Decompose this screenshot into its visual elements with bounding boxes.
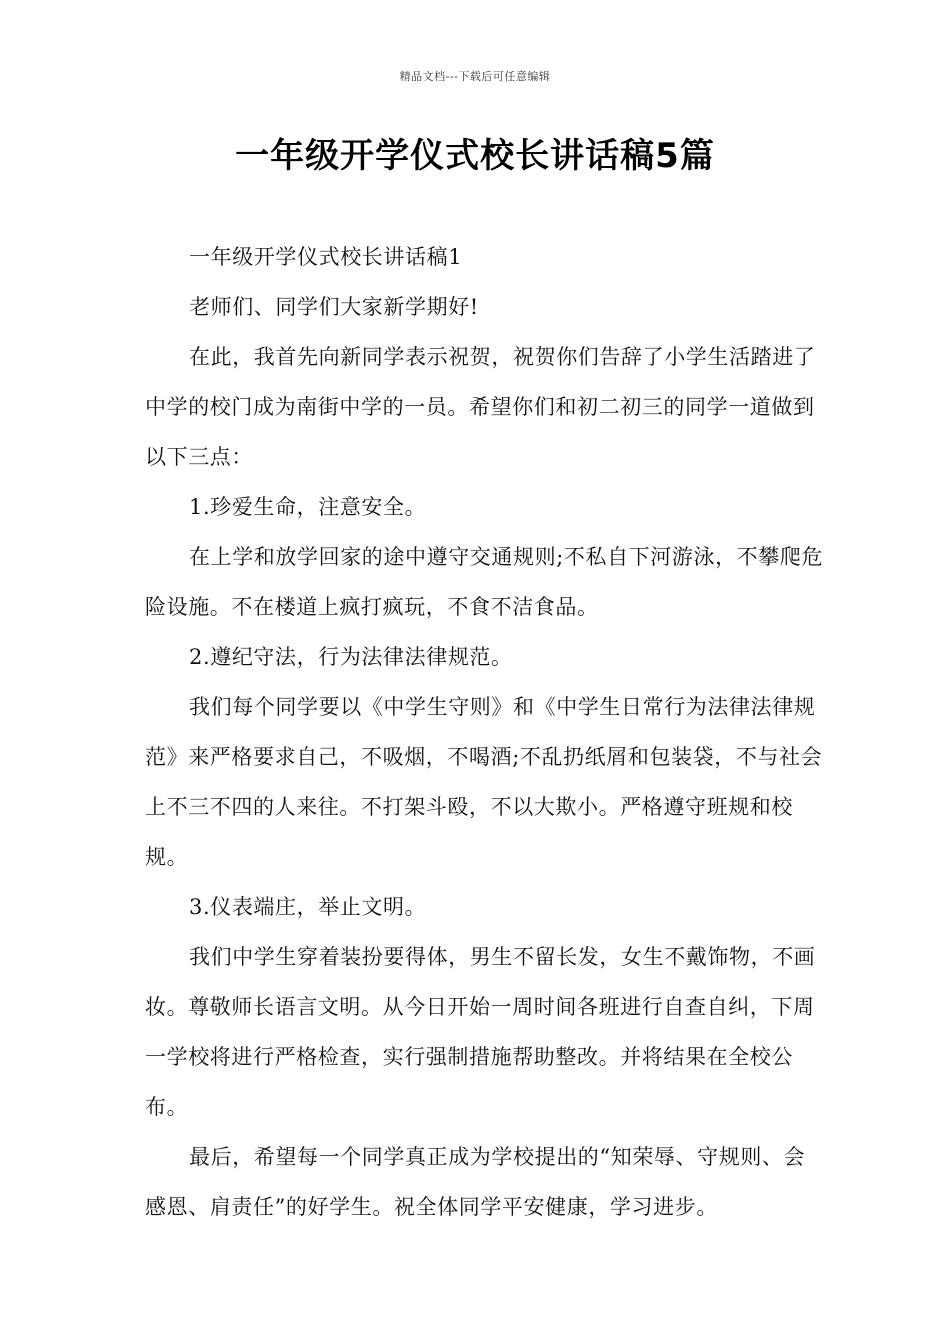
section-heading: 一年级开学仪式校长讲话稿1 (189, 245, 463, 269)
point-heading: 2.遵纪守法，行为法律法律规范。 (189, 645, 513, 669)
point-heading: 3.仪表端庄，举止文明。 (189, 895, 427, 919)
document-title: 一年级开学仪式校长讲话稿5篇 (235, 136, 715, 176)
greeting-paragraph: 老师们、同学们大家新学期好! (189, 295, 479, 319)
header-note: 精品文档---下载后可任意编辑 (399, 70, 551, 83)
document-body (145, 232, 825, 1232)
body-paragraph: 我们中学生穿着装扮要得体，男生不留长发，女生不戴饰物，不画妆。尊敬师长语言文明。从今日开始一周时间各班进行自查自纠，下周一学校将进行严格检查，实行强制措施帮助整改。并将结果在全校公布。 (145, 945, 816, 1119)
point-heading: 1.珍爱生命，注意安全。 (189, 495, 427, 519)
body-paragraph: 在此，我首先向新同学表示祝贺，祝贺你们告辞了小学生活踏进了中学的校门成为南街中学的一员。希望你们和初二初三的同学一道做到以下三点： (145, 345, 816, 469)
closing-paragraph: 最后，希望每一个同学真正成为学校提出的“知荣辱、守规则、会感恩、肩责任”的好学生。祝全体同学平安健康，学习进步。 (145, 1145, 806, 1219)
body-paragraph: 我们每个同学要以《中学生守则》和《中学生日常行为法律法律规范》来严格要求自己，不吸烟，不喝酒;不乱扔纸屑和包装袋，不与社会上不三不四的人来往。不打架斗殴，不以大欺小。严格遵守班规和校规。 (145, 695, 823, 869)
body-paragraph: 在上学和放学回家的途中遵守交通规则;不私自下河游泳，不攀爬危险设施。不在楼道上疯打疯玩，不食不洁食品。 (145, 545, 824, 619)
